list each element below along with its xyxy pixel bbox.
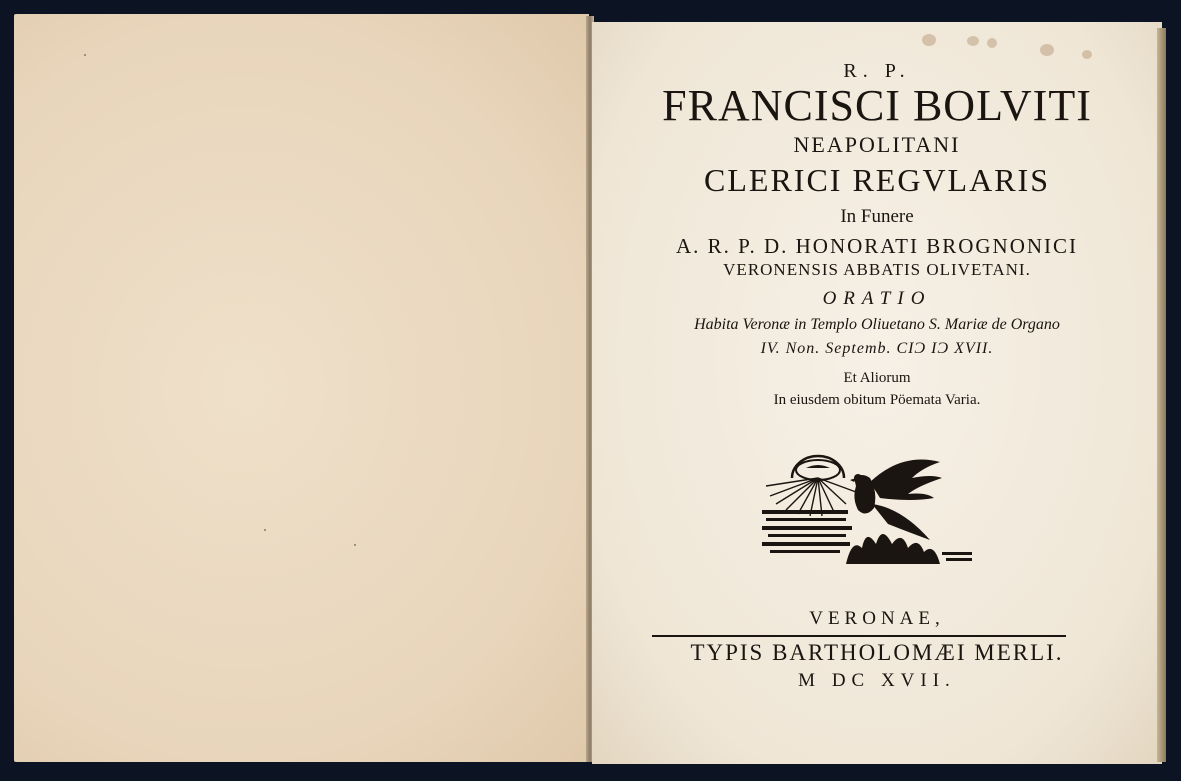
phoenix-woodcut-emblem	[762, 448, 972, 564]
imprint-printer: TYPIS BARTHOLOMÆI MERLI.	[690, 640, 1064, 665]
habita-line: Habita Veronæ in Templo Oliuetano S. Mariæ de Organo	[694, 316, 1060, 333]
reverend-father-line: R. P.	[843, 60, 911, 82]
foxing-spot	[1040, 44, 1054, 56]
foxing-spot	[922, 34, 936, 46]
honoree-title: VERONENSIS ABBATIS OLIVETANI.	[723, 260, 1031, 279]
blank-left-page	[14, 14, 589, 762]
author-order: CLERICI REGVLARIS	[704, 162, 1050, 198]
poemata-line: In eiusdem obitum Pöemata Varia.	[773, 392, 981, 408]
imprint-rule	[652, 635, 1066, 637]
paper-speck	[264, 529, 266, 531]
imprint-city: VERONAE,	[809, 608, 945, 629]
author-name: FRANCISCI BOLVITI	[662, 81, 1092, 130]
in-funere-line: In Funere	[840, 206, 914, 227]
foxing-spot	[987, 38, 997, 48]
honoree-name: A. R. P. D. HONORATI BROGNONICI	[675, 234, 1079, 258]
foxing-spot	[967, 36, 979, 46]
date-line: IV. Non. Septemb. CIϽ IϽ XVII.	[760, 340, 994, 357]
paper-speck	[84, 54, 86, 56]
imprint-year: M DC XVII.	[798, 670, 956, 691]
foxing-spot	[1082, 50, 1092, 59]
et-aliorum-line: Et Aliorum	[843, 370, 911, 386]
author-origin: NEAPOLITANI	[793, 132, 961, 157]
paper-speck	[354, 544, 356, 546]
oratio-heading: ORATIO	[822, 288, 932, 309]
